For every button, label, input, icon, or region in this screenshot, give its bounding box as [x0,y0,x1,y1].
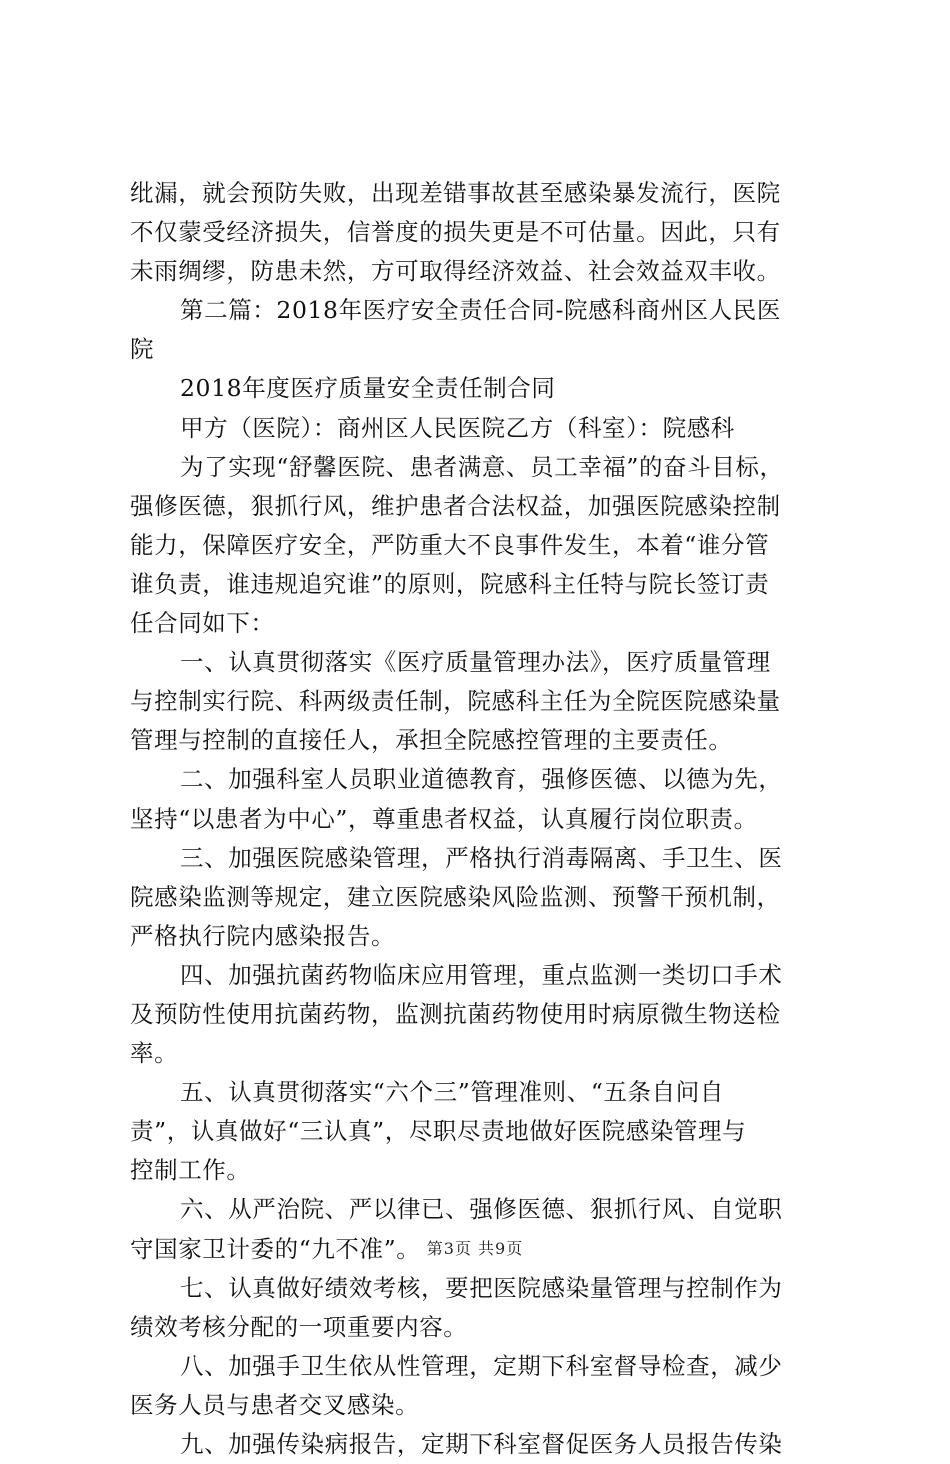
text-line: 甲方（医院）：商州区人民医院乙方（科室）：院感科 [180,413,735,442]
text-line: 四、加强抗菌药物临床应用管理，重点监测一类切口手术 [180,960,783,989]
text-line: 纰漏，就会预防失败，出现差错事故甚至感染暴发流行，医院 [130,179,781,207]
text-line: 五、认真贯彻落实“六个三”管理准则、“五条自问自 [180,1078,724,1107]
page-footer: 第3页 共9页 [426,1239,524,1258]
text-line: 责”，认真做好“三认真”，尽职尽责地做好医院感染管理与 [130,1117,747,1146]
text-line: 三、加强医院感染管理，严格执行消毒隔离、手卫生、医 [180,843,783,872]
text-line: 六、从严治院、严以律已、强修医德、狠抓行风、自觉职 [180,1195,783,1224]
text-line: 为了实现“舒馨医院、患者满意、员工幸福”的奋斗目标， [180,452,784,481]
text-line: 及预防性使用抗菌药物，监测抗菌药物使用时病原微生物送检 [130,999,781,1028]
text-line: 院 [130,335,155,364]
text-line: 谁负责，谁违规追究谁”的原则，院感科主任特与院长签订责 [130,569,770,598]
text-line: 医务人员与患者交叉感染。 [130,1390,420,1419]
text-line: 九、加强传染病报告，定期下科室督促医务人员报告传染 [180,1430,783,1458]
text-line: 率。 [130,1039,179,1068]
text-line: 强修医德，狠抓行风，维护患者合法权益，加强医院感染控制 [130,491,781,520]
text-line: 任合同如下： [130,609,275,638]
text-line: 第二篇：2018年医疗安全责任合同-院感科商州区人民医 [180,296,781,325]
text-line: 不仅蒙受经济损失，信誉度的损失更是不可估量。因此，只有 [130,218,781,247]
text-line: 与控制实行院、科两级责任制，院感科主任为全院医院感染量 [130,687,781,716]
text-line: 绩效考核分配的一项重要内容。 [130,1312,468,1341]
text-line: 二、加强科室人员职业道德教育，强修医德、以德为先， [180,765,783,794]
text-line: 未雨绸缪，防患未然，方可取得经济效益、社会效益双丰收。 [130,257,781,286]
text-line: 守国家卫计委的“九不准”。 [130,1234,421,1263]
text-line: 坚持“以患者为中心”，尊重患者权益，认真履行岗位职责。 [130,804,758,833]
text-line: 能力，保障医疗安全，严防重大不良事件发生，本着“谁分管 [130,530,770,559]
text-line: 七、认真做好绩效考核，要把医院感染量管理与控制作为 [180,1273,783,1302]
text-line: 严格执行院内感染报告。 [130,921,396,950]
text-line: 控制工作。 [130,1156,251,1185]
text-line: 八、加强手卫生依从性管理，定期下科室督导检查，减少 [180,1351,783,1380]
document-body [130,174,830,1464]
text-line: 2018年度医疗质量安全责任制合同 [180,374,556,403]
text-line: 院感染监测等规定，建立医院感染风险监测、预警干预机制， [130,882,781,911]
text-line: 管理与控制的直接任人，承担全院感控管理的主要责任。 [130,726,733,755]
text-line: 一、认真贯彻落实《医疗质量管理办法》，医疗质量管理 [180,648,771,677]
